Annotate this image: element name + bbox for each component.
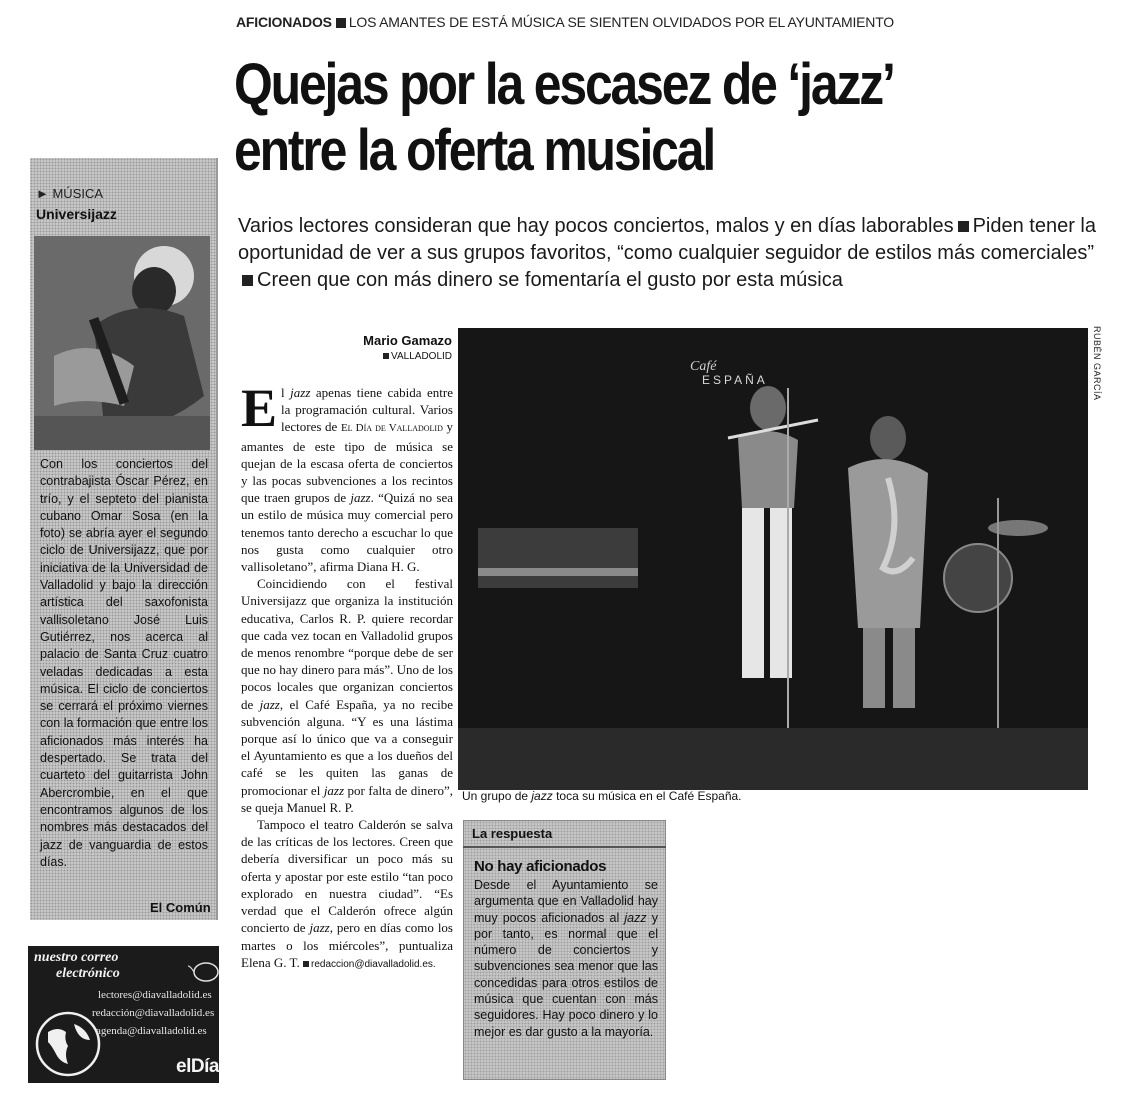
response-text-b: y por tanto, es normal que el número de conciertos y subvenciones sea menor que las concedidas para otros estilos de música que cuentan con más seguidores. Hay poco dinero y lo mejor es dar gusto a la mayoría. [474, 910, 658, 1039]
p2-text-a: Coincidiendo con el festival Universijazz que organiza la institución educativa, Carlos R. P. quiere recordar que cada vez tocan en Valladolid grupos de menos renombre “porque debe de ser que no hay dinero para más”. Uno de los pocos locales que organizan conciertos de [241, 576, 453, 712]
newspaper-logo: elDía [176, 1056, 219, 1077]
email-address-redaccion[interactable]: redacción@diavalladolid.es [92, 1007, 215, 1019]
deck-subtitle [238, 213, 1098, 294]
square-bullet-icon [242, 275, 253, 286]
email-title-line-1: nuestro correo [34, 950, 119, 965]
kicker [236, 14, 1116, 30]
headline-line-1: Quejas por la escasez de ‘jazz’ [234, 52, 894, 117]
deck-part-1: Varios lectores consideran que hay pocos conciertos, malos y en días laborables [238, 215, 954, 237]
kicker-text: LOS AMANTES DE ESTÁ MÚSICA SE SIENTEN OLVIDADOS POR EL AYUNTAMIENTO [348, 14, 894, 30]
square-bullet-icon [336, 18, 346, 28]
p1-text-d: . “Quizá no sea un estilo de música muy comercial pero tenemos tanto derecho a escuchar lo que nos gusta como cualquier otro vallisoletano”, afirma Diana H. G. [241, 490, 453, 575]
sidebar-signature: El Común [150, 900, 211, 915]
photo-caption [462, 789, 742, 803]
article-paragraph-2 [241, 575, 453, 816]
deck-part-3: Creen que con más dinero se fomentaría el gusto por esta música [257, 269, 843, 291]
email-address-lectores[interactable]: lectores@diavalladolid.es [98, 989, 212, 1001]
p3-text-a: Tampoco el teatro Calderón se salva de las críticas de los lectores. Creen que debería diversificar un poco más su oferta y apostar por este estilo “tan poco explorado en nuestra ciudad”. “Es verdad que el Calderón ofrece algún concierto de [241, 817, 453, 936]
email-box-title [34, 950, 120, 982]
square-bullet-icon [958, 221, 969, 232]
square-bullet-icon [383, 353, 389, 359]
p1-text-a: l [281, 385, 291, 400]
byline-author: Mario Gamazo [363, 333, 452, 348]
kicker-label: AFICIONADOS [236, 14, 332, 30]
p1-text-c: y amantes de este tipo de música se quejan de la escasa oferta de conciertos y las pocas subvenciones a los recintos que traen grupos de [241, 419, 453, 506]
mouse-icon [188, 958, 222, 984]
email-title-line-2: electrónico [56, 966, 120, 981]
main-photo-jazz-band [458, 328, 1088, 790]
response-jazz: jazz [624, 910, 647, 925]
article-paragraph-3 [241, 816, 453, 973]
caption-text-a: Un grupo de [462, 789, 532, 803]
square-bullet-icon [303, 961, 309, 967]
sidebar-section-label: ► MÚSICA [36, 186, 104, 201]
drop-cap: E [241, 378, 278, 438]
response-text [474, 877, 658, 1040]
p3-jazz: jazz [309, 920, 330, 936]
p2-jazz-2: jazz [323, 782, 345, 798]
deck-part-2: Piden tener la oportunidad de ver a sus grupos favoritos, “como cualquier seguidor de estilos más comerciales” [238, 215, 1096, 264]
p1-newspaper-name: El Día de Valladolid [340, 422, 443, 435]
globe-icon [34, 1010, 102, 1078]
article-body [241, 378, 454, 973]
sidebar-title: Universijazz [36, 206, 117, 222]
p1-jazz: jazz [290, 385, 311, 400]
photo-credit: RUBÉN GARCÍA [1092, 326, 1102, 401]
email-address-agenda[interactable]: agenda@diavalladolid.es [96, 1025, 207, 1037]
response-header: La respuesta [472, 826, 553, 841]
headline-line-2: entre la oferta musical [234, 118, 715, 183]
response-title: No hay aficionados [474, 858, 607, 875]
p1-jazz-2: jazz [350, 490, 371, 506]
headline [234, 52, 991, 184]
p2-text-b: , el Café España, ya no recibe subvención alguna. “Y es una lástima porque así lo único que va a conseguir el Ayuntamiento es que a los dueños del café se les quiten las ganas de promocionar el [241, 696, 454, 798]
p2-jazz: jazz [259, 696, 280, 712]
response-text-a: Desde el Ayuntamiento se argumenta que en Valladolid hay muy pocos aficionados al [474, 878, 658, 925]
sidebar-text: Con los conciertos del contrabajista Óscar Pérez, en trío, y el septeto del pianista cubano Omar Sosa (en la foto) se abría ayer el segundo ciclo de Universijazz, que por iniciativa de la Universidad de Valladolid y bajo la dirección artística del saxofonista vallisoletano José Luis Gutiérrez, nos acerca al palacio de Santa Cruz cuatro veladas dedicadas a esta música. El ciclo de conciertos se cerrará el próximo viernes con la formación que entre los aficionados más interés ha despertado. Se trata del cuarteto del guitarrista John Abercrombie, en el que encontramos algunos de los nombres más destacados del jazz de vanguardia de estos días. [40, 457, 208, 869]
byline-city [340, 351, 452, 362]
p3-email: redaccion@diavalladolid.es. [310, 958, 436, 970]
photo-sign-script: Café [690, 359, 717, 374]
p3-text-b: , pero en días como los martes o los miércoles”, puntualiza Elena G. T. [241, 920, 453, 970]
response-divider [463, 846, 666, 848]
sidebar-photo-musician [34, 236, 210, 450]
caption-text-b: toca su música en el Café España. [552, 789, 742, 803]
p2-text-c: por falta de dinero”, se queja Manuel R. P. [241, 782, 453, 815]
p1-text-b: apenas tiene cabida entre la programación cultural. Varios lectores de [281, 385, 453, 435]
photo-sign-name: ESPAÑA [702, 373, 768, 387]
article-paragraph-1 [241, 378, 453, 575]
byline-city-text: VALLADOLID [391, 351, 452, 362]
caption-jazz: jazz [531, 789, 553, 803]
